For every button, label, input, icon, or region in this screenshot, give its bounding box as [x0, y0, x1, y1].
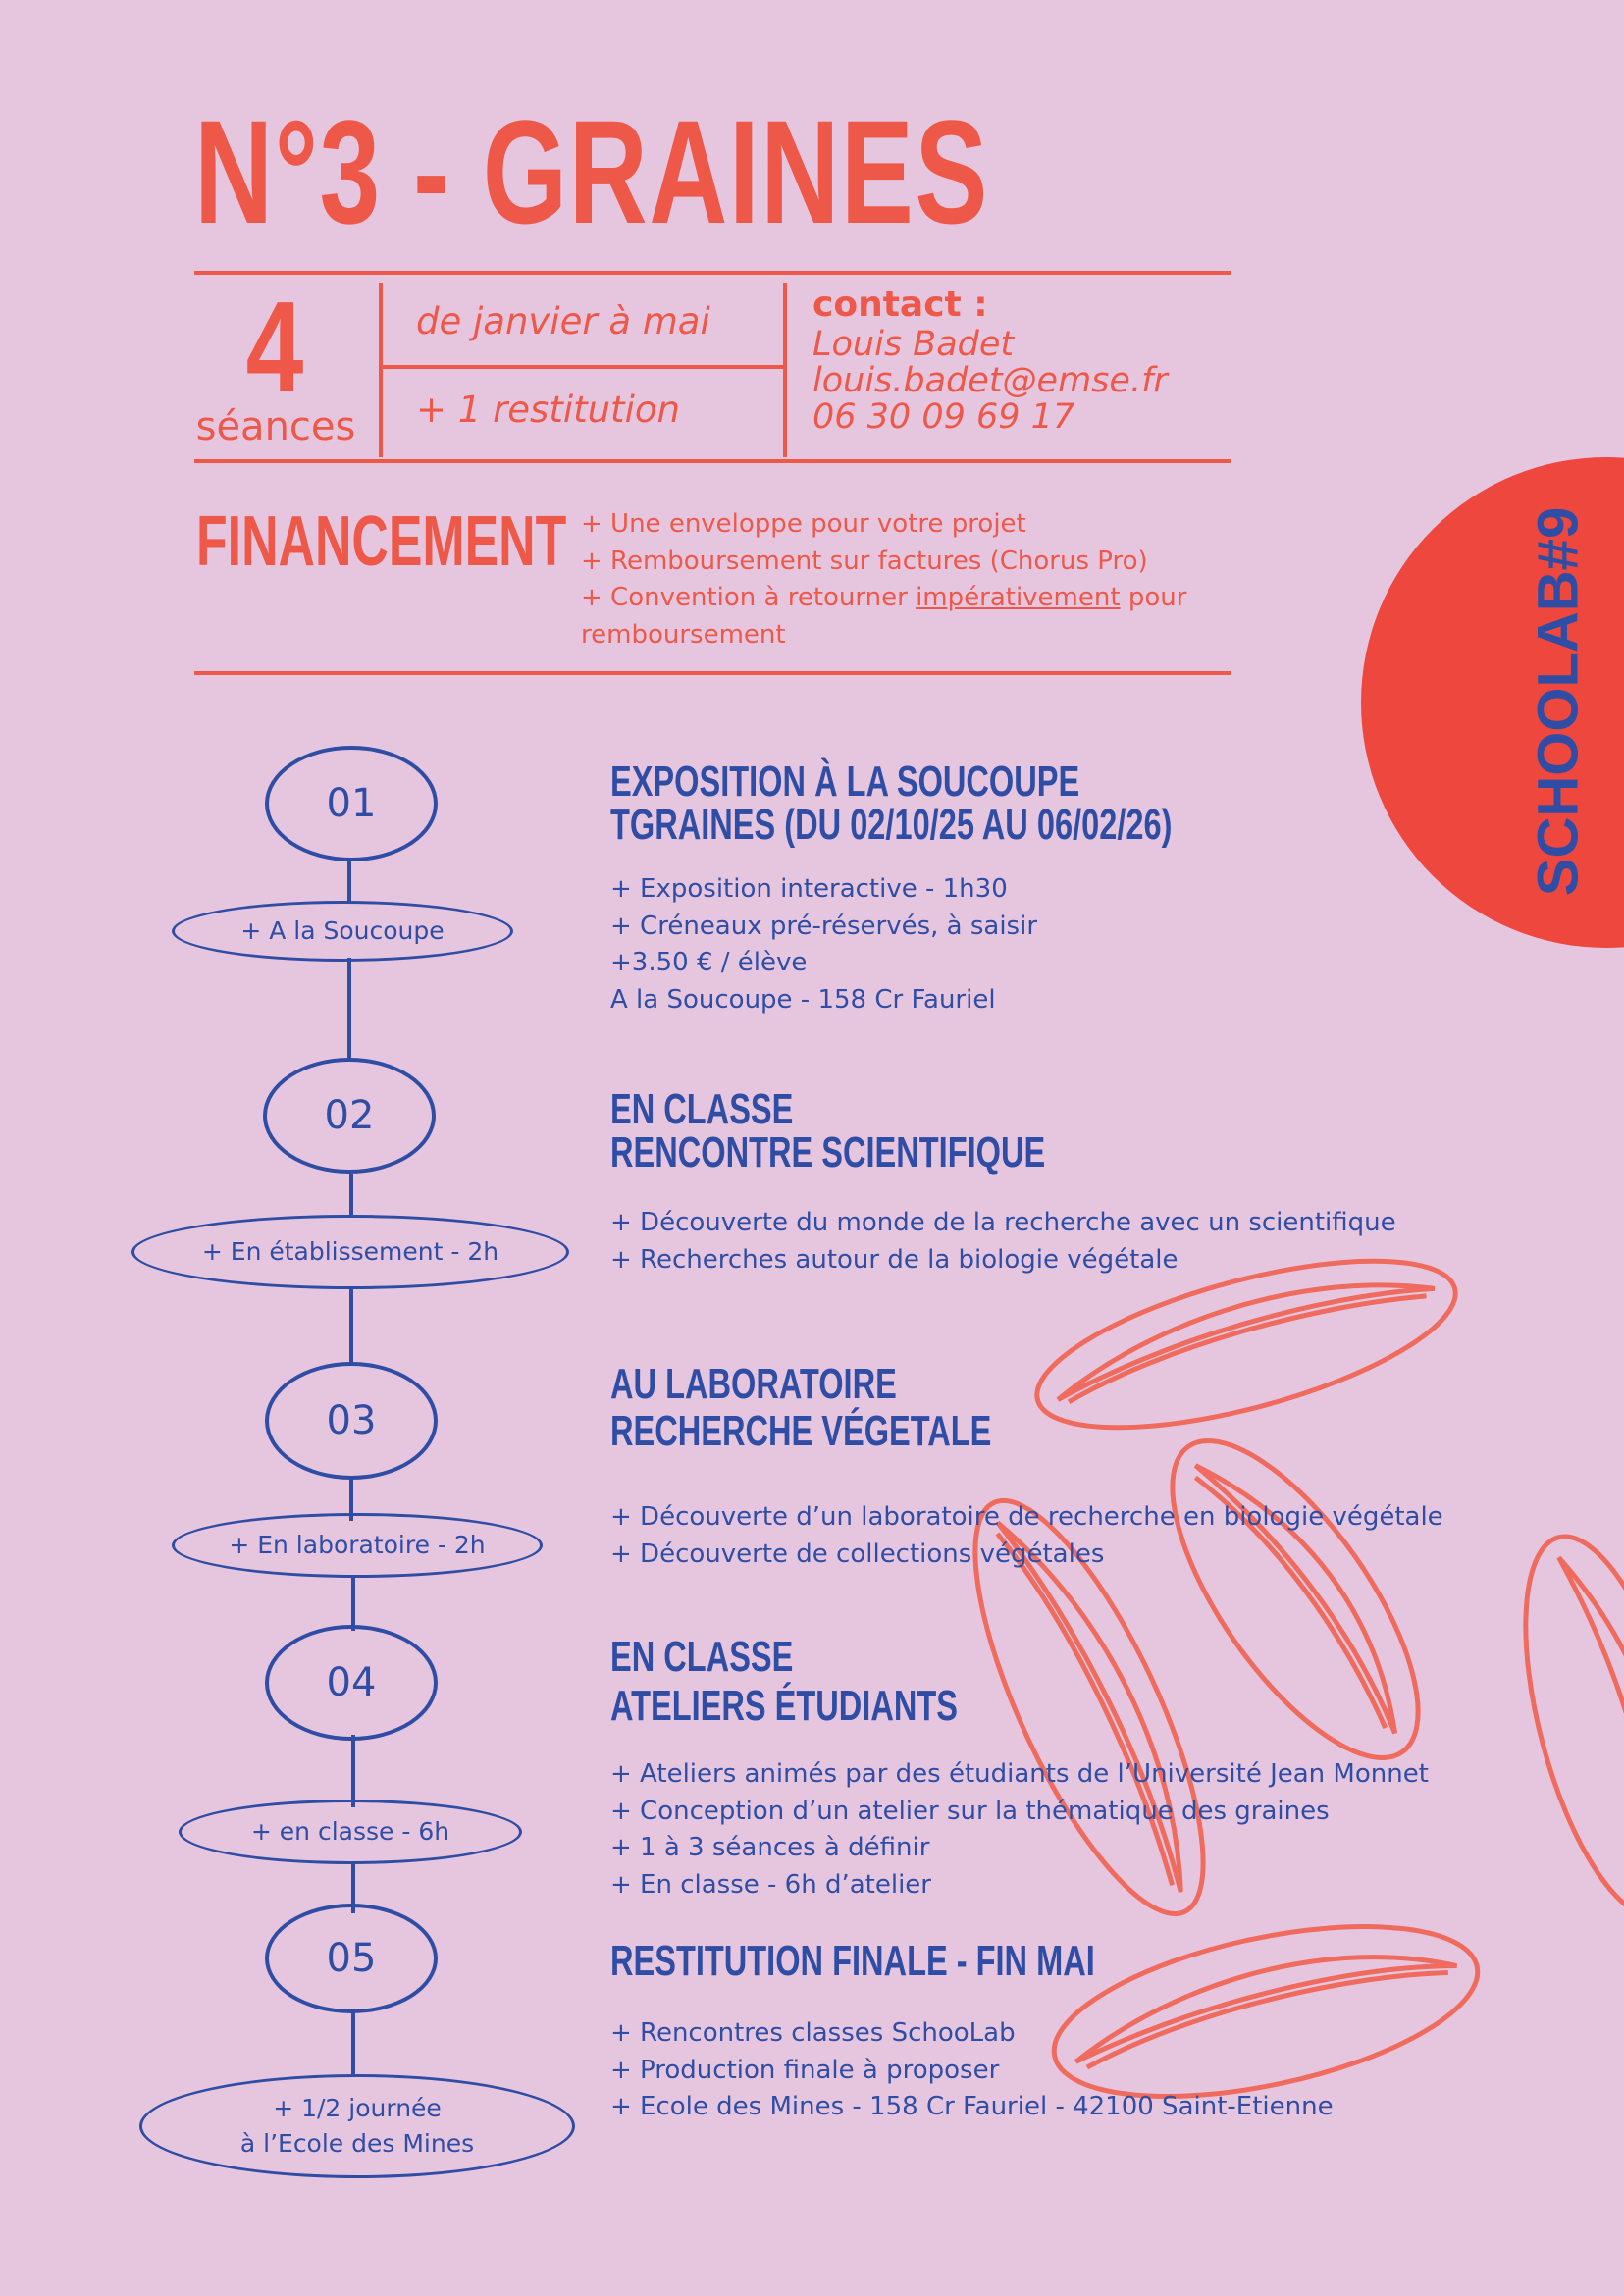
step-description: + Rencontres classes SchooLab + Production finale à proposer + Ecole des Mines - 158 Cr Fauriel - 42100 Saint-Etienne: [610, 2018, 1334, 2122]
financement-item: remboursement: [581, 619, 786, 650]
contact-phone: 06 30 09 69 17: [812, 397, 1075, 437]
session-count: 4: [245, 275, 304, 419]
period-text: de janvier à mai: [416, 300, 710, 342]
divider: [194, 459, 1231, 463]
divider: [783, 283, 787, 457]
step-tag: + En laboratoire - 2h: [172, 1513, 543, 1578]
step-heading: AU LABORATOIRE: [610, 1360, 897, 1408]
divider: [383, 365, 785, 369]
step-tag: + A la Soucoupe: [172, 901, 513, 962]
financement-title: FINANCEMENT: [196, 502, 567, 581]
contact-title: contact :: [812, 285, 988, 325]
restitution-text: + 1 restitution: [416, 389, 680, 431]
step-subheading: TGRAINES (DU 02/10/25 AU 06/02/26): [610, 801, 1173, 849]
timeline-connector: [349, 1174, 353, 1217]
emphasis-underline: impérativement: [916, 583, 1121, 612]
step-description: + Ateliers animés par des étudiants de l’Université Jean Monnet + Conception d’un atelier sur la thématique des graines + 1 à 3 séances à définir + En classe - 6h d’atelier: [610, 1759, 1429, 1901]
financement-list: [581, 506, 1229, 653]
financement-item: + Une enveloppe pour votre projet: [581, 509, 1026, 539]
timeline-connector: [347, 958, 351, 1060]
step-description: + Découverte d’un laboratoire de recherche en biologie végétale + Découverte de collections végétales: [610, 1502, 1443, 1569]
seed-icon: [1128, 1404, 1463, 1794]
step-number-circle: 02: [263, 1058, 436, 1174]
timeline-connector: [351, 1735, 355, 1807]
timeline-connector: [349, 1287, 353, 1366]
badge-label: SCHOOLAB#9: [1526, 506, 1591, 897]
step-heading: EXPOSITION À LA SOUCOUPE: [610, 757, 1080, 806]
divider: [379, 283, 383, 457]
step-subheading: RECHERCHE VÉGETALE: [610, 1407, 992, 1455]
step-number-circle: 04: [265, 1625, 438, 1741]
step-subheading: ATELIERS ÉTUDIANTS: [610, 1682, 958, 1730]
financement-item: + Convention à retourner impérativement pour: [581, 583, 1187, 612]
step-heading: EN CLASSE: [610, 1085, 794, 1133]
step-subheading: RENCONTRE SCIENTIFIQUE: [610, 1128, 1046, 1176]
contact-email[interactable]: louis.badet@emse.fr: [812, 361, 1168, 400]
step-number-circle: 01: [265, 746, 438, 861]
step-number-circle: 03: [265, 1362, 438, 1480]
session-count-label: séances: [195, 404, 356, 449]
timeline-connector: [351, 1576, 355, 1631]
step-heading: RESTITUTION FINALE - FIN MAI: [610, 1937, 1095, 1985]
financement-item: + Remboursement sur factures (Chorus Pro): [581, 546, 1148, 576]
step-tag: + 1/2 journée à l’Ecole des Mines: [139, 2074, 575, 2178]
divider: [194, 271, 1231, 275]
step-tag: + En établissement - 2h: [131, 1215, 569, 1289]
contact-name: Louis Badet: [812, 325, 1015, 364]
timeline-connector: [347, 860, 351, 903]
timeline-connector: [351, 2009, 355, 2076]
step-description: + Découverte du monde de la recherche avec un scientifique + Recherches autour de la biologie végétale: [610, 1208, 1396, 1275]
divider: [194, 671, 1231, 675]
step-number-circle: 05: [265, 1904, 438, 2013]
page-title: N°3 - GRAINES: [194, 89, 989, 254]
seed-icon: [1493, 1520, 1624, 1935]
step-heading: EN CLASSE: [610, 1633, 794, 1681]
step-description: + Exposition interactive - 1h30 + Créneaux pré-réservés, à saisir +3.50 € / élève A la Soucoupe - 158 Cr Fauriel: [610, 874, 1038, 1016]
step-tag: + en classe - 6h: [179, 1800, 522, 1864]
